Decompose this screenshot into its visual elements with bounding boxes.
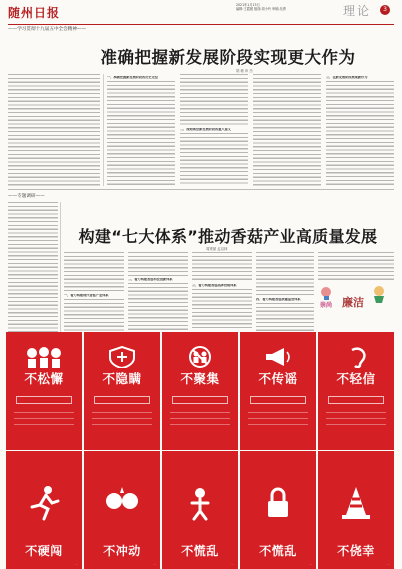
article1-lead-column <box>8 74 100 186</box>
issue-date: 2021年1月13日 <box>236 3 260 7</box>
text-lines <box>326 81 394 185</box>
poster-title: 不隐瞒 <box>102 371 142 386</box>
poster-text-line <box>92 424 152 425</box>
article2-lead-column <box>8 202 58 332</box>
lock-icon <box>258 483 298 523</box>
poster-title: 不轻信 <box>336 371 376 386</box>
poster-text-line <box>92 418 152 419</box>
poster-no-panic-2 <box>240 451 316 569</box>
poster-tagline-box <box>328 396 384 404</box>
text-lines <box>64 252 124 292</box>
poster-footer-mark: ··· <box>387 562 390 566</box>
poster-tagline-box <box>16 396 72 404</box>
poster-no-panic <box>162 451 238 569</box>
poster-footer-mark: ··· <box>309 562 312 566</box>
text-lines <box>253 74 321 186</box>
poster-text-line <box>14 418 74 419</box>
poster-footer-mark: ··· <box>231 562 234 566</box>
newspaper-logo: 随州日报 <box>8 6 61 20</box>
text-lines <box>318 252 394 280</box>
text-lines <box>180 74 248 126</box>
column-divider <box>60 202 61 332</box>
text-lines <box>8 74 100 186</box>
poster-no-credulity <box>318 332 394 450</box>
article1-subhead-1: 一、准确把握新发展阶段的历史定位 <box>107 76 158 79</box>
ear-icon <box>334 346 378 368</box>
poster-text-line <box>326 412 386 413</box>
text-lines <box>8 202 58 332</box>
masthead <box>0 0 402 24</box>
text-lines <box>256 252 314 296</box>
megaphone-icon <box>256 346 300 368</box>
poster-title: 不传谣 <box>258 371 298 386</box>
article1-column-4 <box>326 74 394 186</box>
issue-editors: 编辑:王霞媛 版面:周小玲 审稿:吴勇 <box>236 7 286 12</box>
column-divider <box>103 74 104 186</box>
poster-title: 不松懈 <box>24 371 64 386</box>
column-tag-bottom: ——专题调研—— <box>8 194 45 199</box>
page-number-badge: 3 <box>380 5 390 15</box>
article2-column-4 <box>256 252 314 332</box>
poster-text-line <box>248 412 308 413</box>
poster-tagline-box <box>250 396 306 404</box>
cartoon-label-big: 廉洁 <box>342 296 364 309</box>
poster-text-line <box>14 412 74 413</box>
text-lines <box>128 252 188 276</box>
poster-text-line <box>326 424 386 425</box>
article2-title: 构建“七大体系”推动香菇产业高质量发展 <box>78 227 378 246</box>
poster-text-line <box>170 412 230 413</box>
article2-column-3 <box>192 252 252 332</box>
poster-tagline-box <box>94 396 150 404</box>
poster-text-line <box>248 424 308 425</box>
shield-cross-icon <box>100 346 144 368</box>
bumping-heads-icon <box>102 483 142 523</box>
article2-subhead-3: 三、着力构建香菇品牌营销体系 <box>192 284 237 287</box>
poster-text-line <box>170 418 230 419</box>
poster-no-barging <box>6 451 82 569</box>
poster-text-line <box>92 412 152 413</box>
masthead-rule <box>8 24 394 25</box>
section-title: 理论 <box>343 4 372 18</box>
article2-column-2 <box>128 252 188 332</box>
article1-title: 准确把握新发展阶段实现更大作为 <box>100 48 356 67</box>
issue-info <box>236 3 332 12</box>
article2-column-5 <box>318 252 394 280</box>
section-rule <box>8 189 394 190</box>
text-lines <box>180 133 248 185</box>
poster-text-line <box>170 424 230 425</box>
article2-byline: 周贤斌 孟双林 <box>206 247 228 251</box>
text-lines <box>192 289 252 331</box>
poster-no-slacking <box>6 332 82 450</box>
article1-byline: 胡 敏 申 杰 <box>236 69 253 73</box>
article1-column-2 <box>180 74 248 186</box>
poster-footer-mark: ··· <box>75 562 78 566</box>
poster-title: 不冲动 <box>103 544 141 558</box>
text-lines <box>107 81 175 185</box>
poster-no-gathering <box>162 332 238 450</box>
text-lines <box>256 303 314 331</box>
poster-tagline-box <box>172 396 228 404</box>
poster-no-rumors <box>240 332 316 450</box>
poster-title: 不慌乱 <box>181 544 219 558</box>
poster-text-line <box>326 418 386 419</box>
article2-subhead-1: 一、着力构建现代香菇产业体系 <box>64 294 109 297</box>
column-tag-top: ——学习贯彻十九届五中全会精神—— <box>8 27 87 32</box>
masked-people-icon <box>22 346 66 368</box>
calm-figure-icon <box>180 483 220 523</box>
poster-text-line <box>14 424 74 425</box>
poster-title: 不聚集 <box>180 371 220 386</box>
traffic-cone-icon <box>336 483 376 523</box>
poster-title: 不硬闯 <box>25 544 63 558</box>
poster-title: 不侥幸 <box>337 544 375 558</box>
article1-column-1 <box>107 74 175 186</box>
article1-subhead-3: 三、在新发展阶段展现新作为 <box>326 76 368 79</box>
article1-column-3 <box>253 74 321 186</box>
poster-text-line <box>248 418 308 419</box>
poster-footer-mark: ··· <box>153 562 156 566</box>
poster-title: 不慌乱 <box>259 544 297 558</box>
cartoon-label-small: 崇尚 <box>320 302 333 309</box>
article2-column-1 <box>64 252 124 332</box>
poster-no-concealing <box>84 332 160 450</box>
poster-no-chancing <box>318 451 394 569</box>
text-lines <box>64 299 124 331</box>
text-lines <box>192 252 252 282</box>
running-person-icon <box>24 483 64 523</box>
poster-no-impulsiveness <box>84 451 160 569</box>
text-lines <box>128 283 188 331</box>
integrity-cartoon <box>316 282 392 324</box>
no-crowd-icon <box>178 346 222 368</box>
article2-subhead-2: 二、着力构建香菇科技创新体系 <box>128 278 173 281</box>
article1-subhead-2: 二、深刻领会新发展阶段的重大意义 <box>180 128 231 131</box>
article2-subhead-4: 四、着力构建香菇质量监管体系 <box>256 298 301 301</box>
